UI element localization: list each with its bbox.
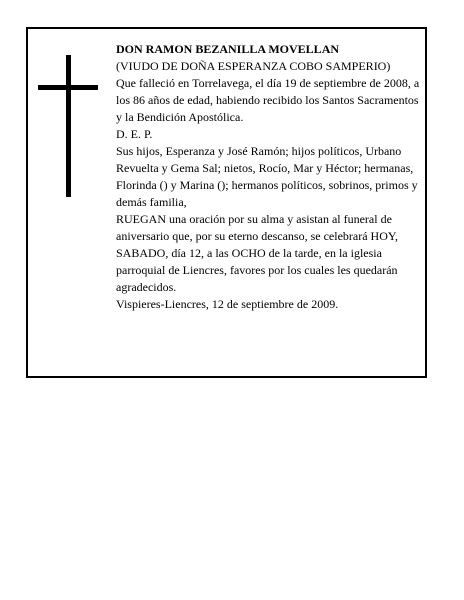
- rest-in-peace: D. E. P.: [116, 127, 153, 141]
- obituary-notice: [26, 27, 427, 378]
- widower-of: (VIUDO DE DOÑA ESPERANZA COBO SAMPERIO): [116, 59, 391, 73]
- notice-body: [116, 41, 422, 313]
- place-and-date: Vispieres-Liencres, 12 de septiembre de 2009.: [116, 297, 339, 311]
- funeral-request: RUEGAN una oración por su alma y asistan al funeral de aniversario que, por su eterno descanso, se celebrará HOY, SABADO, día 12, a las OCHO de la tarde, en la iglesia parroquial de Liencres, favores por los cuales les quedarán agradecidos.: [116, 212, 399, 294]
- family-list: Sus hijos, Esperanza y José Ramón; hijos políticos, Urbano Revuelta y Gema Sal; nietos, Rocío, Mar y Héctor; hermanas, Florinda () y Marina (); hermanos políticos, sobrinos, primos y demás familia,: [116, 144, 418, 209]
- deceased-name: DON RAMON BEZANILLA MOVELLAN: [116, 42, 340, 56]
- cross-vertical-bar: [66, 55, 71, 197]
- death-details: Que falleció en Torrelavega, el día 19 de septiembre de 2008, a los 86 años de edad, habiendo recibido los Santos Sacramentos y la Bendición Apostólica.: [116, 76, 420, 124]
- cross-horizontal-bar: [38, 85, 98, 90]
- cross-icon: [38, 55, 98, 197]
